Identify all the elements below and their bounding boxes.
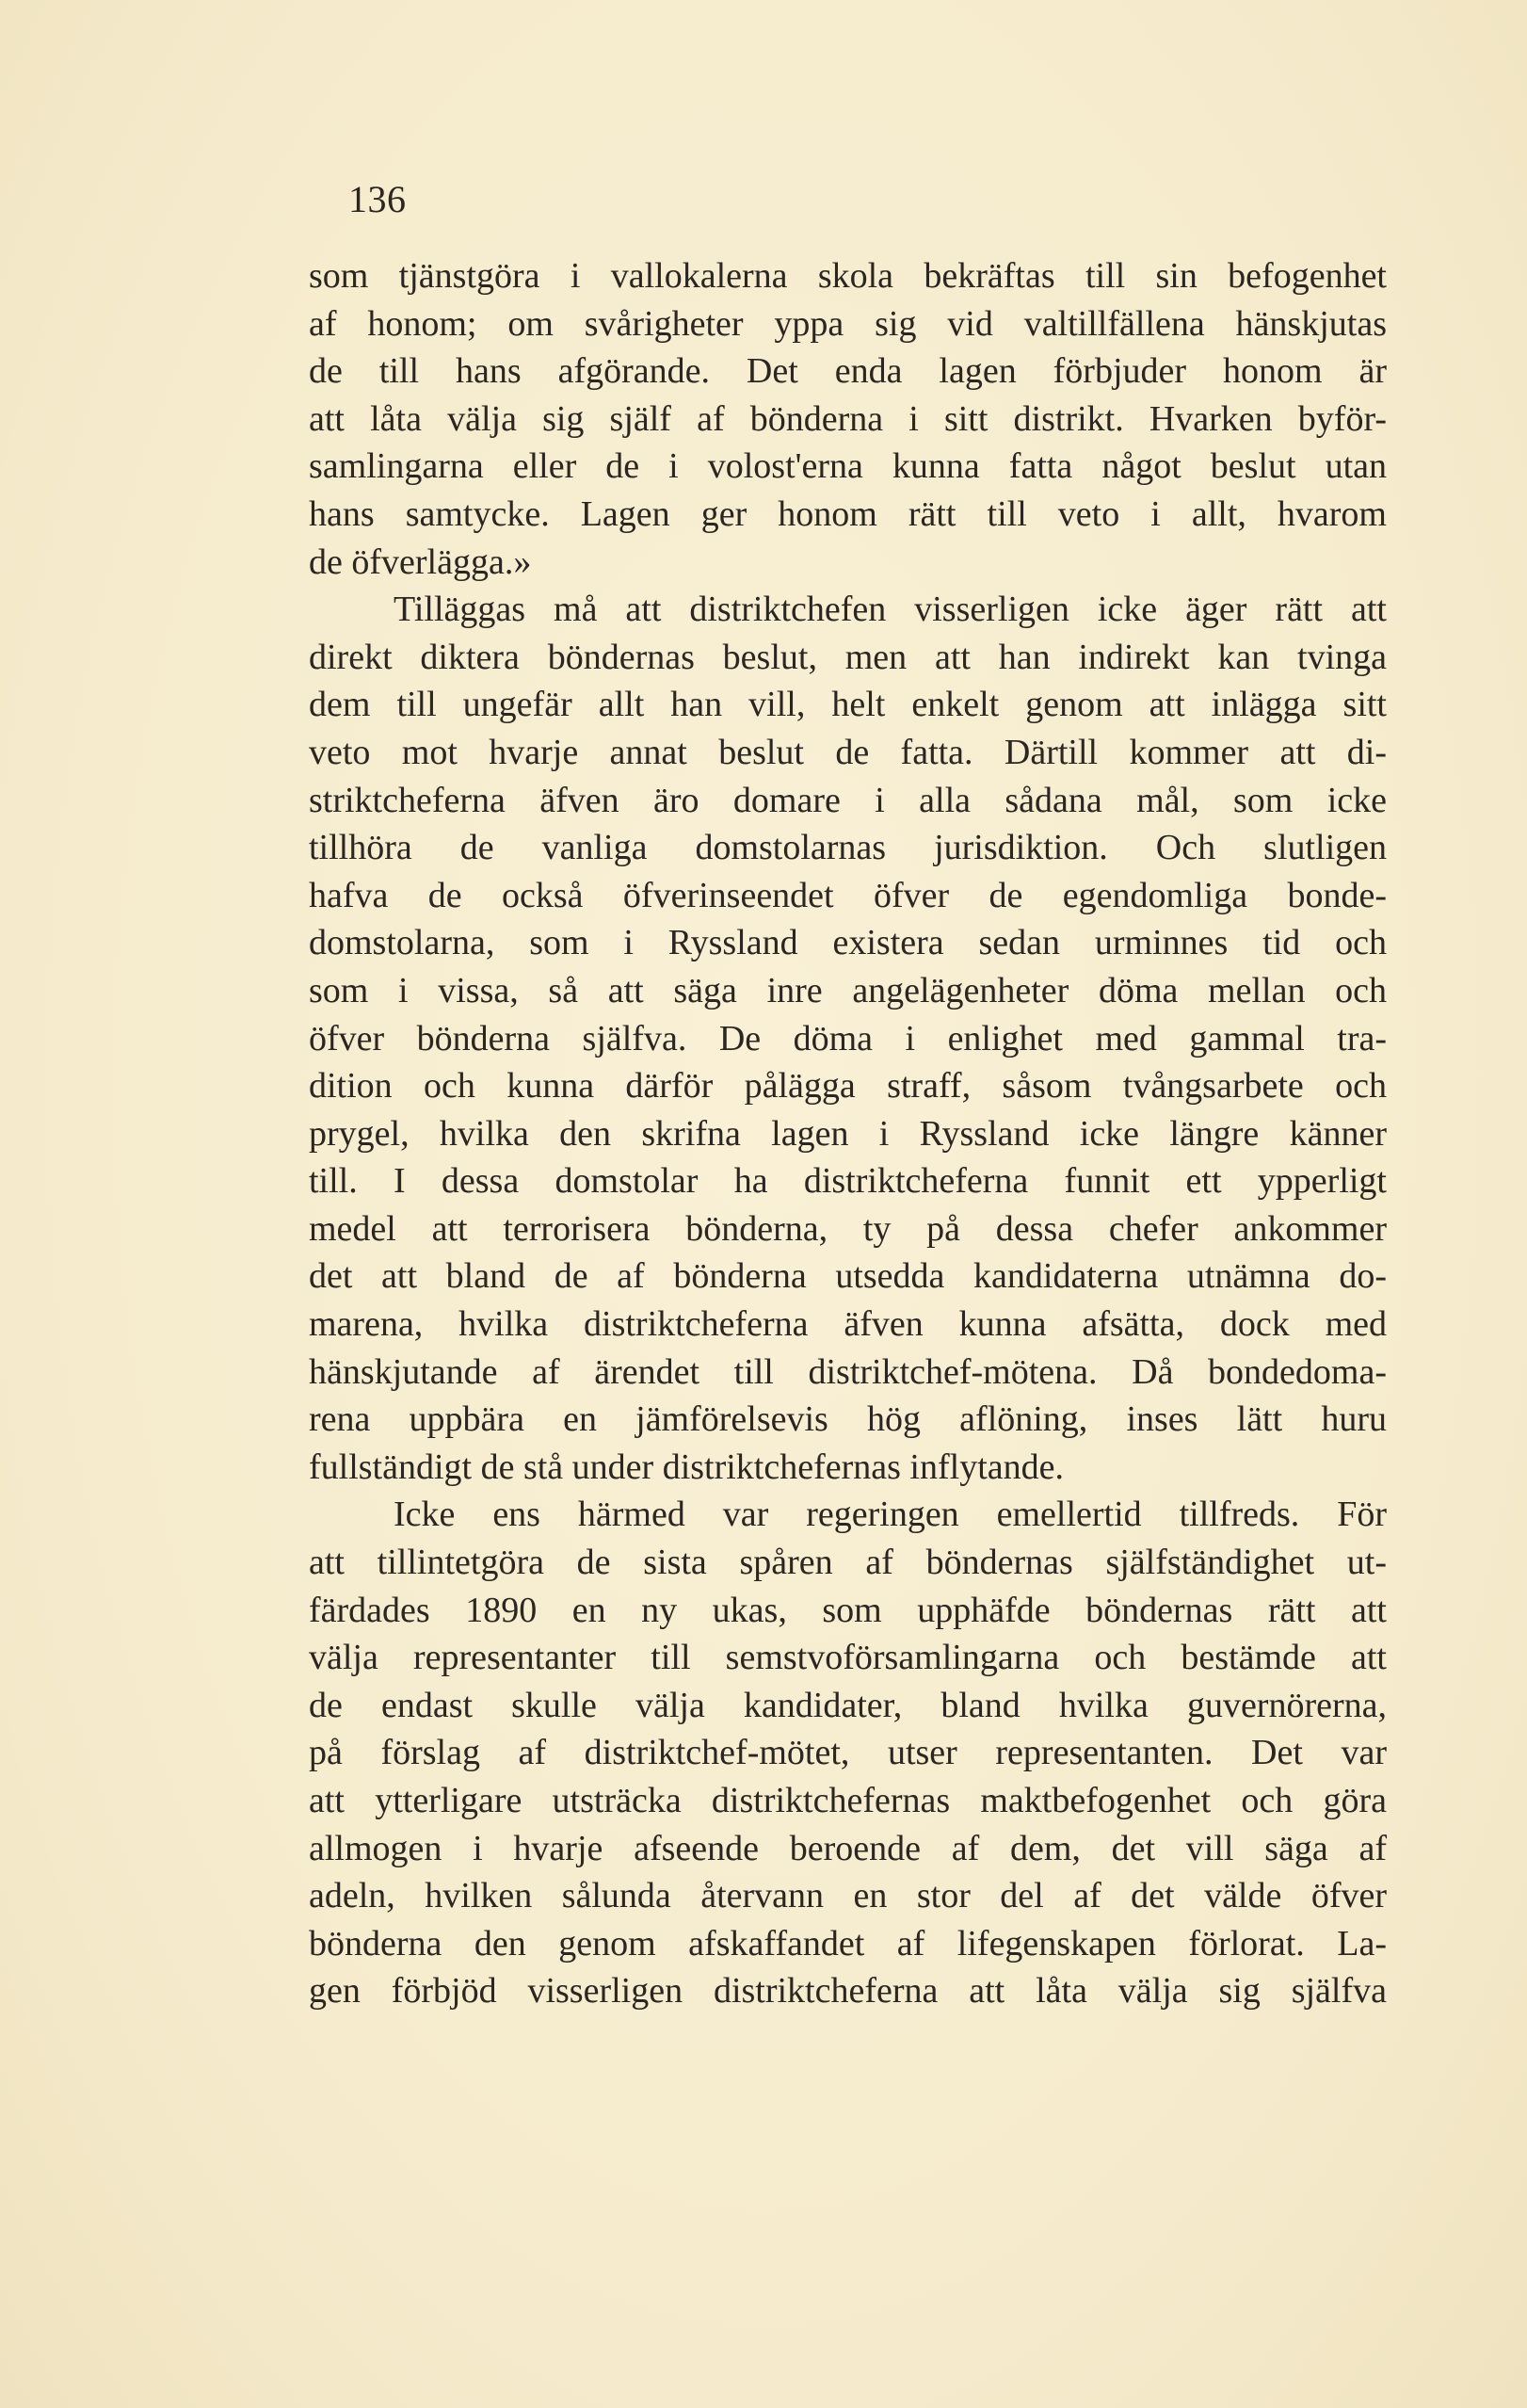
text-line: till. I dessa domstolar ha distriktcheferna funnit ett ypperligt [309,1161,1387,1202]
text-line: att låta välja sig själf af bönderna i sitt distrikt. Hvarken byför- [309,398,1387,439]
text-line: de öfverlägga.» [309,541,532,582]
text-line: veto mot hvarje annat beslut de fatta. Därtill kommer att di- [309,732,1387,772]
text-line: af honom; om svårigheter yppa sig vid valtillfällena hänskjutas [309,303,1387,344]
text-line: rena uppbära en jämförelsevis hög aflöning, inses lätt huru [309,1399,1387,1440]
page-number: 136 [348,178,407,220]
text-line: bönderna den genom afskaffandet af lifegenskapen förlorat. La- [309,1923,1387,1964]
text-line: prygel, hvilka den skrifna lagen i Ryssland icke längre känner [309,1113,1387,1154]
text-line: färdades 1890 en ny ukas, som upphäfde böndernas rätt att [309,1590,1387,1630]
text-line: domstolarna, som i Ryssland existera sedan urminnes tid och [309,923,1387,963]
text-line: fullständigt de stå under distriktchefernas inflytande. [309,1446,1064,1487]
text-line: de endast skulle välja kandidater, bland hvilka guvernörerna, [309,1685,1387,1725]
text-line: gen förbjöd visserligen distriktcheferna att låta välja sig själfva [309,1971,1387,2012]
text-line: striktcheferna äfven äro domare i alla sådana mål, som icke [309,780,1387,820]
text-line: Icke ens härmed var regeringen emellertid tillfreds. För [394,1495,1387,1535]
text-line: dem till ungefär allt han vill, helt enkelt genom att inlägga sitt [309,685,1387,725]
text-line: som tjänstgöra i vallokalerna skola bekräftas till sin befogenhet [309,256,1387,296]
body-text [309,252,1387,2015]
text-line: välja representanter till semstvoförsamlingarna och bestämde att [309,1638,1387,1678]
text-line: att ytterligare utsträcka distriktchefernas maktbefogenhet och göra [309,1781,1387,1820]
text-line: på förslag af distriktchef-mötet, utser representanten. Det var [309,1733,1387,1773]
text-line: öfver bönderna själfva. De döma i enlighet med gammal tra- [309,1018,1387,1059]
text-line: allmogen i hvarje afseende beroende af dem, det vill säga af [309,1828,1387,1868]
text-line: hafva de också öfverinseendet öfver de egendomliga bonde- [309,875,1387,915]
text-line: medel att terrorisera bönderna, ty på dessa chefer ankommer [309,1208,1387,1249]
text-line: direkt diktera böndernas beslut, men att han indirekt kan tvinga [309,637,1387,677]
text-line: Tilläggas må att distriktchefen visserligen icke äger rätt att [394,590,1387,630]
text-line: som i vissa, så att säga inre angelägenheter döma mellan och [309,970,1387,1010]
text-line: adeln, hvilken sålunda återvann en stor del af det välde öfver [309,1876,1387,1916]
text-line: marena, hvilka distriktcheferna äfven kunna afsätta, dock med [309,1304,1387,1345]
text-line: att tillintetgöra de sista spåren af böndernas själfständighet ut- [309,1543,1387,1583]
text-line: dition och kunna därför pålägga straff, såsom tvångsarbete och [309,1066,1387,1107]
text-line: tillhöra de vanliga domstolarnas jurisdiktion. Och slutligen [309,828,1387,868]
text-line: det att bland de af bönderna utsedda kandidaterna utnämna do- [309,1256,1387,1297]
text-line: samlingarna eller de i volost'erna kunna fatta något beslut utan [309,446,1387,487]
text-line: hans samtycke. Lagen ger honom rätt till veto i allt, hvarom [309,493,1387,534]
text-line: de till hans afgörande. Det enda lagen förbjuder honom är [309,351,1387,392]
text-line: hänskjutande af ärendet till distriktchef-mötena. Då bondedoma- [309,1351,1387,1392]
